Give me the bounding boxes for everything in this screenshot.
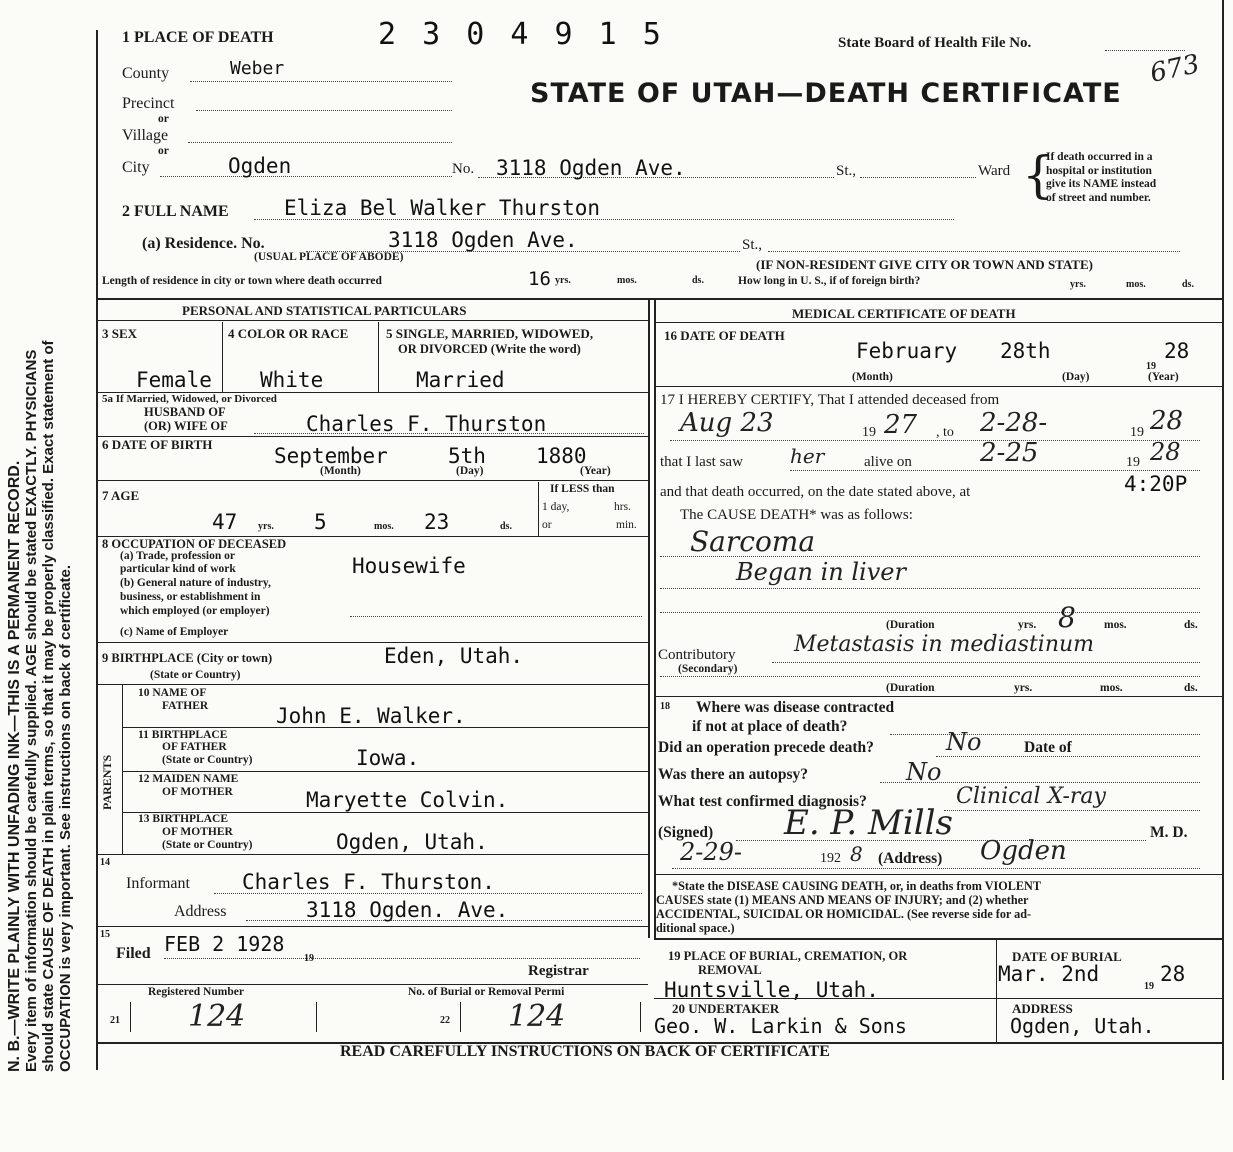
age-mos: mos. — [374, 521, 394, 532]
certificate-title: STATE OF UTAH—DEATH CERTIFICATE — [530, 78, 1122, 109]
date-of-label: Date of — [1024, 739, 1072, 756]
village-label: Village — [122, 127, 169, 144]
dob-label: 6 DATE OF BIRTH — [102, 437, 213, 452]
time-of-death: 4:20P — [1124, 472, 1188, 496]
cause-value: Sarcoma — [690, 525, 816, 558]
item-21: 21 — [110, 1015, 120, 1026]
ward-note-1: If death occurred in a — [1046, 151, 1153, 163]
contributory-line-2 — [660, 676, 1200, 677]
row-line-5 — [98, 642, 648, 643]
color-label: 4 COLOR OR RACE — [228, 326, 349, 341]
age-years: 47 — [212, 510, 238, 534]
occupation-b3: which employed (or employer) — [120, 605, 270, 617]
less-day: 1 day, — [542, 501, 570, 513]
side-note-line-3: should state CAUSE OF DEATH in plain terms, so that it may be properly classified. Exact statement of — [40, 340, 57, 1072]
medical-address-line — [672, 868, 1200, 869]
dob-year: 1880 — [536, 444, 587, 468]
duration-mos: mos. — [1104, 619, 1127, 631]
medical-row-line-2 — [654, 696, 1222, 697]
occurred-label: and that death occurred, on the date stated above, at — [660, 484, 971, 500]
item-22: 22 — [440, 1015, 450, 1026]
reg-box-right — [316, 1002, 317, 1032]
signed-year: 8 — [850, 842, 863, 866]
signed-line — [736, 840, 1146, 841]
length-mos: mos. — [617, 275, 637, 286]
attend-to: 2-28- — [980, 408, 1048, 438]
filed-value: FEB 2 1928 — [164, 932, 285, 956]
undertaker-value: Geo. W. Larkin & Sons — [654, 1014, 907, 1038]
residence-st-line — [768, 251, 1180, 252]
mother-birth-label-2: OF MOTHER — [162, 826, 233, 838]
street-label: St., — [836, 163, 857, 179]
date-of-death-label: 16 DATE OF DEATH — [664, 328, 785, 343]
precinct-label: Precinct — [122, 95, 175, 112]
us-mos: mos. — [1126, 279, 1146, 290]
burial-place-value: Huntsville, Utah. — [664, 978, 879, 1002]
side-note-line-2: Every item of information should be carefully supplied. AGE should be stated EXACTLY. PHYSICIANS — [23, 349, 40, 1072]
autopsy-value: No — [906, 758, 942, 786]
medical-note-4: ditional space.) — [656, 921, 735, 935]
medical-row-line-1 — [654, 386, 1222, 387]
last-saw-year: 28 — [1150, 438, 1181, 466]
less-divider — [538, 482, 539, 536]
mother-label-2: OF MOTHER — [162, 786, 233, 798]
street-line — [860, 177, 976, 178]
medical-row-line-4 — [654, 938, 1222, 940]
father-value: John E. Walker. — [276, 704, 466, 728]
less-or: or — [542, 519, 552, 531]
footer-instructions: READ CAREFULLY INSTRUCTIONS ON BACK OF CERTIFICATE — [340, 1043, 830, 1060]
test-label: What test confirmed diagnosis? — [658, 793, 867, 810]
ward-brace: { — [1022, 146, 1054, 204]
registered-number-label: Registered Number — [148, 986, 244, 998]
marital-label-1: 5 SINGLE, MARRIED, WIDOWED, — [386, 326, 594, 341]
item-14: 14 — [100, 857, 110, 868]
dod-year-caption: (Year) — [1148, 371, 1179, 383]
item-18: 18 — [660, 701, 670, 712]
row-line-reg — [98, 984, 648, 985]
attend-from: Aug 23 — [680, 408, 774, 438]
informant-label: Informant — [126, 875, 190, 892]
burial-number-label: No. of Burial or Removal Permi — [408, 986, 565, 998]
dod-19: 19 — [1146, 361, 1156, 372]
attend-19b: 19 — [1130, 425, 1144, 440]
md-label: M. D. — [1150, 824, 1188, 841]
marital-label-2: OR DIVORCED (Write the word) — [398, 342, 581, 356]
residence-st: St., — [742, 237, 763, 253]
mother-label-1: 12 MAIDEN NAME — [138, 773, 239, 785]
test-line — [944, 810, 1200, 811]
center-divider-b — [654, 298, 656, 938]
filed-line — [164, 958, 640, 959]
occupation-c: (c) Name of Employer — [120, 626, 229, 638]
file-no-value: 673 — [1147, 49, 1203, 89]
city-label: City — [122, 159, 150, 176]
informant-address-value: 3118 Ogden. Ave. — [306, 898, 509, 922]
attend-to-label: , to — [936, 425, 954, 440]
spouse-label-1: 5a If Married, Widowed, or Divorced — [102, 393, 277, 405]
father-birth-label-1: 11 BIRTHPLACE — [138, 729, 228, 741]
burial-date-19: 19 — [1144, 981, 1154, 992]
signed-value: E. P. Mills — [784, 803, 953, 843]
street-no-value: 3118 Ogden Ave. — [496, 156, 686, 180]
or-2: or — [158, 145, 169, 157]
place-of-death-label: 1 PLACE OF DEATH — [122, 29, 274, 46]
operation-line — [936, 756, 1200, 757]
filed-19: 19 — [304, 953, 314, 964]
attend-from-year: 27 — [884, 410, 918, 440]
burial-box-left — [460, 1002, 461, 1032]
sex-color-divider — [222, 322, 223, 392]
dod-day: 28th — [1000, 339, 1051, 363]
duration2-label: (Duration — [886, 682, 935, 694]
burial-address-value: Ogden, Utah. — [1010, 1014, 1155, 1038]
parents-bottom-line — [98, 854, 648, 855]
operation-value: No — [946, 728, 982, 756]
informant-value: Charles F. Thurston. — [242, 870, 495, 894]
personal-title-line — [98, 320, 648, 321]
parents-label: PARENTS — [100, 754, 114, 810]
where-line — [890, 734, 1200, 735]
personal-section-title: PERSONAL AND STATISTICAL PARTICULARS — [182, 303, 467, 318]
dob-day: 5th — [448, 444, 486, 468]
duration-label: (Duration — [886, 619, 935, 631]
occupation-a1: (a) Trade, profession or — [120, 550, 235, 562]
dob-month-caption: (Month) — [320, 465, 361, 477]
medical-note-1: *State the DISEASE CAUSING DEATH, or, in deaths from VIOLENT — [672, 879, 1041, 893]
certificate-number: 2 3 0 4 9 1 5 — [378, 17, 665, 52]
color-marital-divider — [378, 322, 379, 392]
sex-label: 3 SEX — [102, 326, 138, 341]
signed-19: 192 — [820, 851, 841, 866]
ward-note-4: of street and number. — [1046, 192, 1151, 204]
last-saw-line — [790, 470, 1200, 471]
medical-note-3: ACCIDENTAL, SUICIDAL OR HOMICIDAL. (See reverse side for ad- — [656, 907, 1032, 921]
autopsy-label: Was there an autopsy? — [658, 766, 808, 783]
contributory-line-1 — [772, 662, 1200, 663]
burial-box-right — [640, 1002, 641, 1032]
reg-box-left — [130, 1002, 131, 1032]
occupation-label: 8 OCCUPATION OF DECEASED — [102, 537, 287, 551]
length-ds: ds. — [692, 275, 704, 286]
medical-row-line-3 — [654, 874, 1222, 875]
alive-on-label: alive on — [864, 454, 912, 470]
length-residence-value: 16 — [528, 268, 551, 290]
undertaker-label: 20 UNDERTAKER — [672, 1001, 780, 1016]
father-label-1: 10 NAME OF — [138, 687, 207, 699]
duration-ds: ds. — [1184, 619, 1198, 631]
residence-label: (a) Residence. No. — [142, 235, 265, 252]
cause-value-2: Began in liver — [736, 558, 906, 586]
color-value: White — [260, 368, 324, 392]
birthplace-value: Eden, Utah. — [384, 644, 524, 668]
registrar-label: Registrar — [528, 963, 589, 979]
ward-note-2: hospital or institution — [1046, 165, 1152, 177]
contributory-label: Contributory — [658, 647, 736, 663]
occupation-b2: business, or establishment in — [120, 591, 261, 603]
father-birth-line — [122, 771, 648, 772]
contributory-value: Metastasis in mediastinum — [794, 632, 1095, 657]
center-divider-a — [648, 298, 650, 938]
last-saw-date: 2-25 — [980, 438, 1039, 468]
last-saw-19: 19 — [1126, 455, 1140, 470]
where-label-2: if not at place of death? — [692, 718, 848, 735]
father-birth-label-3: (State or Country) — [162, 754, 253, 766]
duration-yrs: yrs. — [1018, 619, 1037, 631]
father-birth-value: Iowa. — [356, 746, 420, 770]
filed-label: Filed — [116, 945, 151, 962]
parents-divider — [122, 684, 123, 854]
dob-year-caption: (Year) — [580, 465, 611, 477]
less-than-label: If LESS than — [550, 483, 615, 495]
last-saw-label: that I last saw — [660, 454, 743, 470]
father-birth-label-2: OF FATHER — [162, 741, 227, 753]
informant-address-label: Address — [174, 903, 227, 920]
father-line — [122, 727, 648, 728]
burial-address-label: ADDRESS — [1012, 1001, 1073, 1016]
birthplace-state-caption: (State or Country) — [150, 669, 241, 681]
where-label-1: Where was disease contracted — [696, 699, 895, 716]
age-months: 5 — [314, 510, 327, 534]
certify-label: 17 I HEREBY CERTIFY, That I attended deceased from — [660, 392, 1000, 408]
city-value: Ogden — [228, 154, 292, 178]
burial-place-label-1: 19 PLACE OF BURIAL, CREMATION, OR — [668, 949, 908, 963]
last-saw-who: her — [790, 444, 825, 468]
frame-left — [96, 30, 98, 1070]
age-days: 23 — [424, 510, 450, 534]
us-residence-label: How long in U. S., if of foreign birth? — [738, 275, 921, 287]
precinct-line — [196, 110, 452, 111]
residence-value: 3118 Ogden Ave. — [388, 228, 578, 252]
mother-birth-label-3: (State or Country) — [162, 839, 253, 851]
ward-note-3: give its NAME instead — [1046, 178, 1157, 190]
duration2-mos: mos. — [1100, 682, 1123, 694]
burial-date-label: DATE OF BURIAL — [1012, 949, 1122, 964]
contributory-sub: (Secondary) — [678, 663, 738, 675]
medical-title-line — [654, 322, 1222, 323]
age-yrs: yrs. — [258, 521, 274, 532]
non-resident-caption: (IF NON-RESIDENT GIVE CITY OR TOWN AND STATE) — [756, 257, 1093, 272]
medical-address-value: Ogden — [980, 836, 1067, 866]
sex-value: Female — [136, 368, 212, 392]
dob-month: September — [274, 444, 388, 468]
burial-number-value: 124 — [508, 999, 566, 1034]
operation-label: Did an operation precede death? — [658, 739, 874, 756]
medical-section-title: MEDICAL CERTIFICATE OF DEATH — [792, 306, 1016, 321]
less-hrs: hrs. — [614, 501, 631, 513]
test-value: Clinical X-ray — [956, 784, 1106, 809]
village-line — [188, 142, 452, 143]
duration2-yrs: yrs. — [1014, 682, 1033, 694]
row-line-3 — [98, 480, 648, 481]
length-residence-label: Length of residence in city or town where death occurred — [102, 275, 382, 287]
duration-value: 8 — [1058, 601, 1076, 634]
burial-place-label-2: REMOVAL — [698, 963, 762, 977]
attend-19a: 19 — [862, 425, 876, 440]
father-label-2: FATHER — [162, 700, 209, 712]
signed-label: (Signed) — [658, 824, 714, 841]
full-name-label: 2 FULL NAME — [122, 203, 229, 220]
spouse-value: Charles F. Thurston — [306, 412, 547, 436]
burial-date-year: 28 — [1160, 962, 1186, 986]
ward-label: Ward — [978, 163, 1011, 179]
county-line — [190, 81, 452, 82]
duration2-ds: ds. — [1184, 682, 1198, 694]
row-line-filed — [98, 926, 648, 927]
cause-line-2 — [660, 588, 1200, 589]
us-yrs: yrs. — [1070, 279, 1086, 290]
full-name-value: Eliza Bel Walker Thurston — [284, 196, 601, 220]
side-note-line-1: N. B.—WRITE PLAINLY WITH UNFADING INK—THIS IS A PERMANENT RECORD. — [6, 460, 23, 1072]
side-note-line-4: OCCUPATION is very important. See instructions on back of certificate. — [57, 564, 74, 1072]
county-label: County — [122, 65, 170, 82]
cause-line-1 — [660, 556, 1200, 557]
usual-place-caption: (USUAL PLACE OF ABODE) — [254, 251, 404, 263]
occupation-b1: (b) General nature of industry, — [120, 577, 271, 589]
occupation-a2: particular kind of work — [120, 563, 236, 575]
autopsy-line — [880, 782, 1200, 783]
occupation-value: Housewife — [352, 554, 466, 578]
item-15: 15 — [100, 929, 110, 940]
cause-line-3 — [660, 612, 1200, 613]
file-no-label: State Board of Health File No. — [838, 35, 1032, 51]
dod-month: February — [856, 339, 958, 363]
medical-address-label: (Address) — [878, 850, 943, 867]
burial-date-value: Mar. 2nd — [998, 962, 1100, 986]
length-yrs: yrs. — [555, 275, 571, 286]
spouse-label-2: HUSBAND OF — [144, 405, 226, 419]
dod-month-caption: (Month) — [852, 371, 893, 383]
less-min: min. — [616, 519, 637, 531]
mother-value: Maryette Colvin. — [306, 788, 509, 812]
city-line — [160, 176, 452, 177]
age-ds: ds. — [500, 521, 512, 532]
registered-number-value: 124 — [188, 999, 246, 1034]
frame-right — [1222, 0, 1224, 1080]
dob-day-caption: (Day) — [456, 465, 484, 477]
spouse-label-3: (OR) WIFE OF — [144, 419, 228, 433]
cause-label: The CAUSE DEATH* was as follows: — [680, 507, 913, 523]
burial-row-line — [654, 998, 1222, 999]
medical-note-2: CAUSES state (1) MEANS AND MEANS OF INJURY; and (2) whether — [656, 893, 1029, 907]
section-top-line — [98, 298, 1222, 300]
mother-birth-value: Ogden, Utah. — [336, 830, 488, 854]
marital-value: Married — [416, 368, 505, 392]
county-value: Weber — [230, 58, 285, 79]
burial-divider — [996, 940, 997, 1044]
dod-year: 28 — [1164, 339, 1190, 363]
occupation-b-line — [350, 616, 642, 617]
file-no-line — [1105, 50, 1185, 51]
signed-date: 2-29- — [680, 838, 743, 866]
attend-to-year: 28 — [1150, 406, 1184, 436]
row-line-6 — [98, 684, 648, 685]
or-1: or — [158, 113, 169, 125]
mother-birth-label-1: 13 BIRTHPLACE — [138, 813, 229, 825]
birthplace-label: 9 BIRTHPLACE (City or town) — [102, 651, 273, 665]
street-no-label: No. — [452, 161, 475, 177]
us-ds: ds. — [1182, 279, 1194, 290]
age-label: 7 AGE — [102, 488, 140, 503]
attend-line — [670, 440, 1200, 441]
dod-day-caption: (Day) — [1062, 371, 1090, 383]
